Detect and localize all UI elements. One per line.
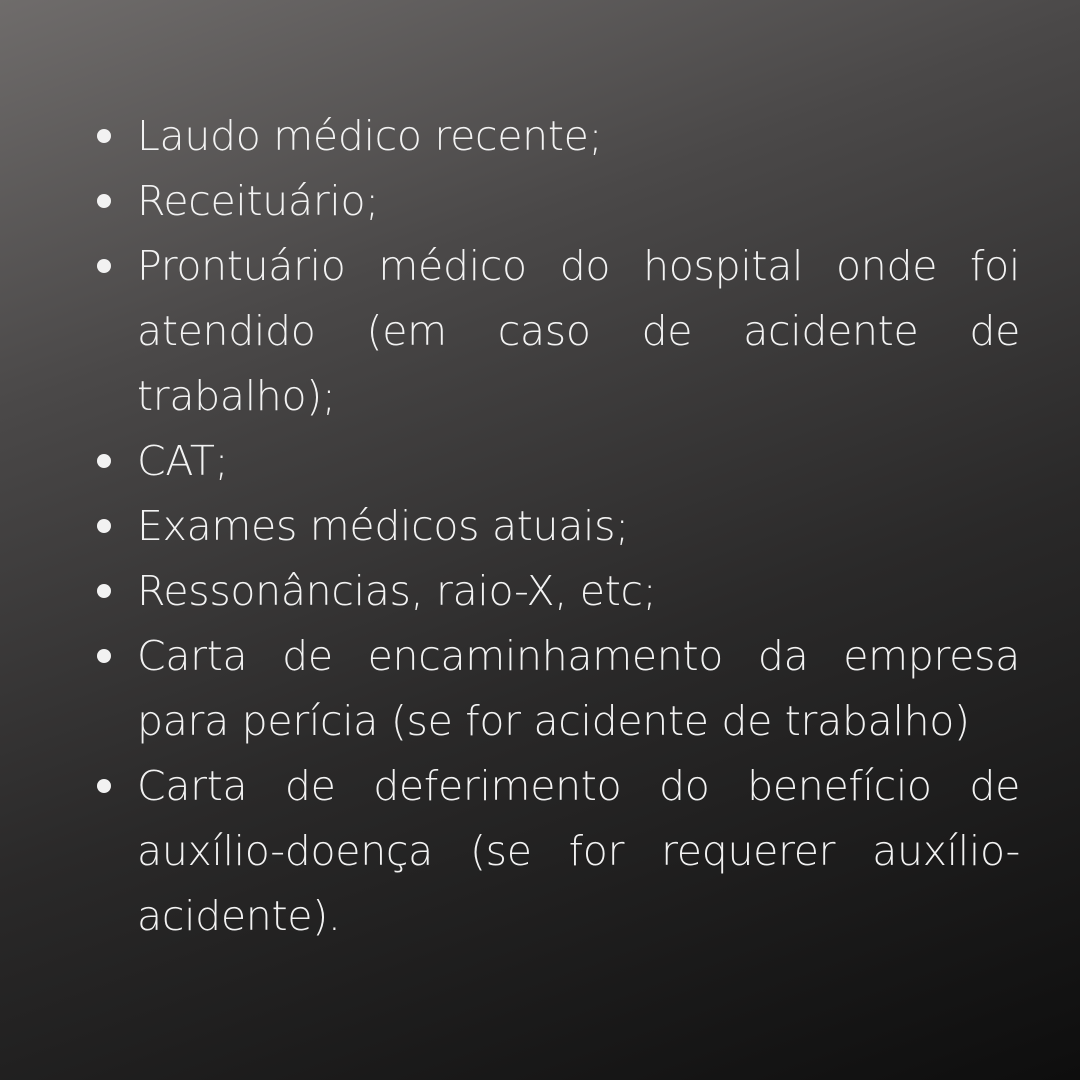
list-item-text: Ressonâncias, raio-X, etc; — [137, 567, 657, 615]
list-item — [137, 104, 1020, 169]
required-documents-list — [137, 104, 1020, 949]
list-item-text: Exames médicos atuais; — [137, 502, 629, 550]
bullet-icon — [97, 649, 111, 663]
bullet-icon — [97, 584, 111, 598]
bullet-icon — [97, 129, 111, 143]
list-item — [137, 624, 1020, 754]
list-item-text: Carta de encaminhamento da empresa para perícia (se for acidente de trabalho) — [137, 632, 1020, 745]
list-item — [137, 429, 1020, 494]
list-item — [137, 559, 1020, 624]
list-item-text: Carta de deferimento do benefício de auxílio-doença (se for requerer auxílio-acidente). — [137, 762, 1020, 940]
bullet-icon — [97, 519, 111, 533]
bullet-icon — [97, 259, 111, 273]
list-item-text: Laudo médico recente; — [137, 112, 603, 160]
list-item-text: Prontuário médico do hospital onde foi atendido (em caso de acidente de trabalho); — [137, 242, 1020, 420]
list-item — [137, 234, 1020, 429]
bullet-icon — [97, 779, 111, 793]
list-item-text: Receituário; — [137, 177, 379, 225]
list-item — [137, 754, 1020, 949]
bullet-icon — [97, 454, 111, 468]
list-item — [137, 169, 1020, 234]
list-item-text: CAT; — [137, 437, 229, 485]
bullet-icon — [97, 194, 111, 208]
list-item — [137, 494, 1020, 559]
